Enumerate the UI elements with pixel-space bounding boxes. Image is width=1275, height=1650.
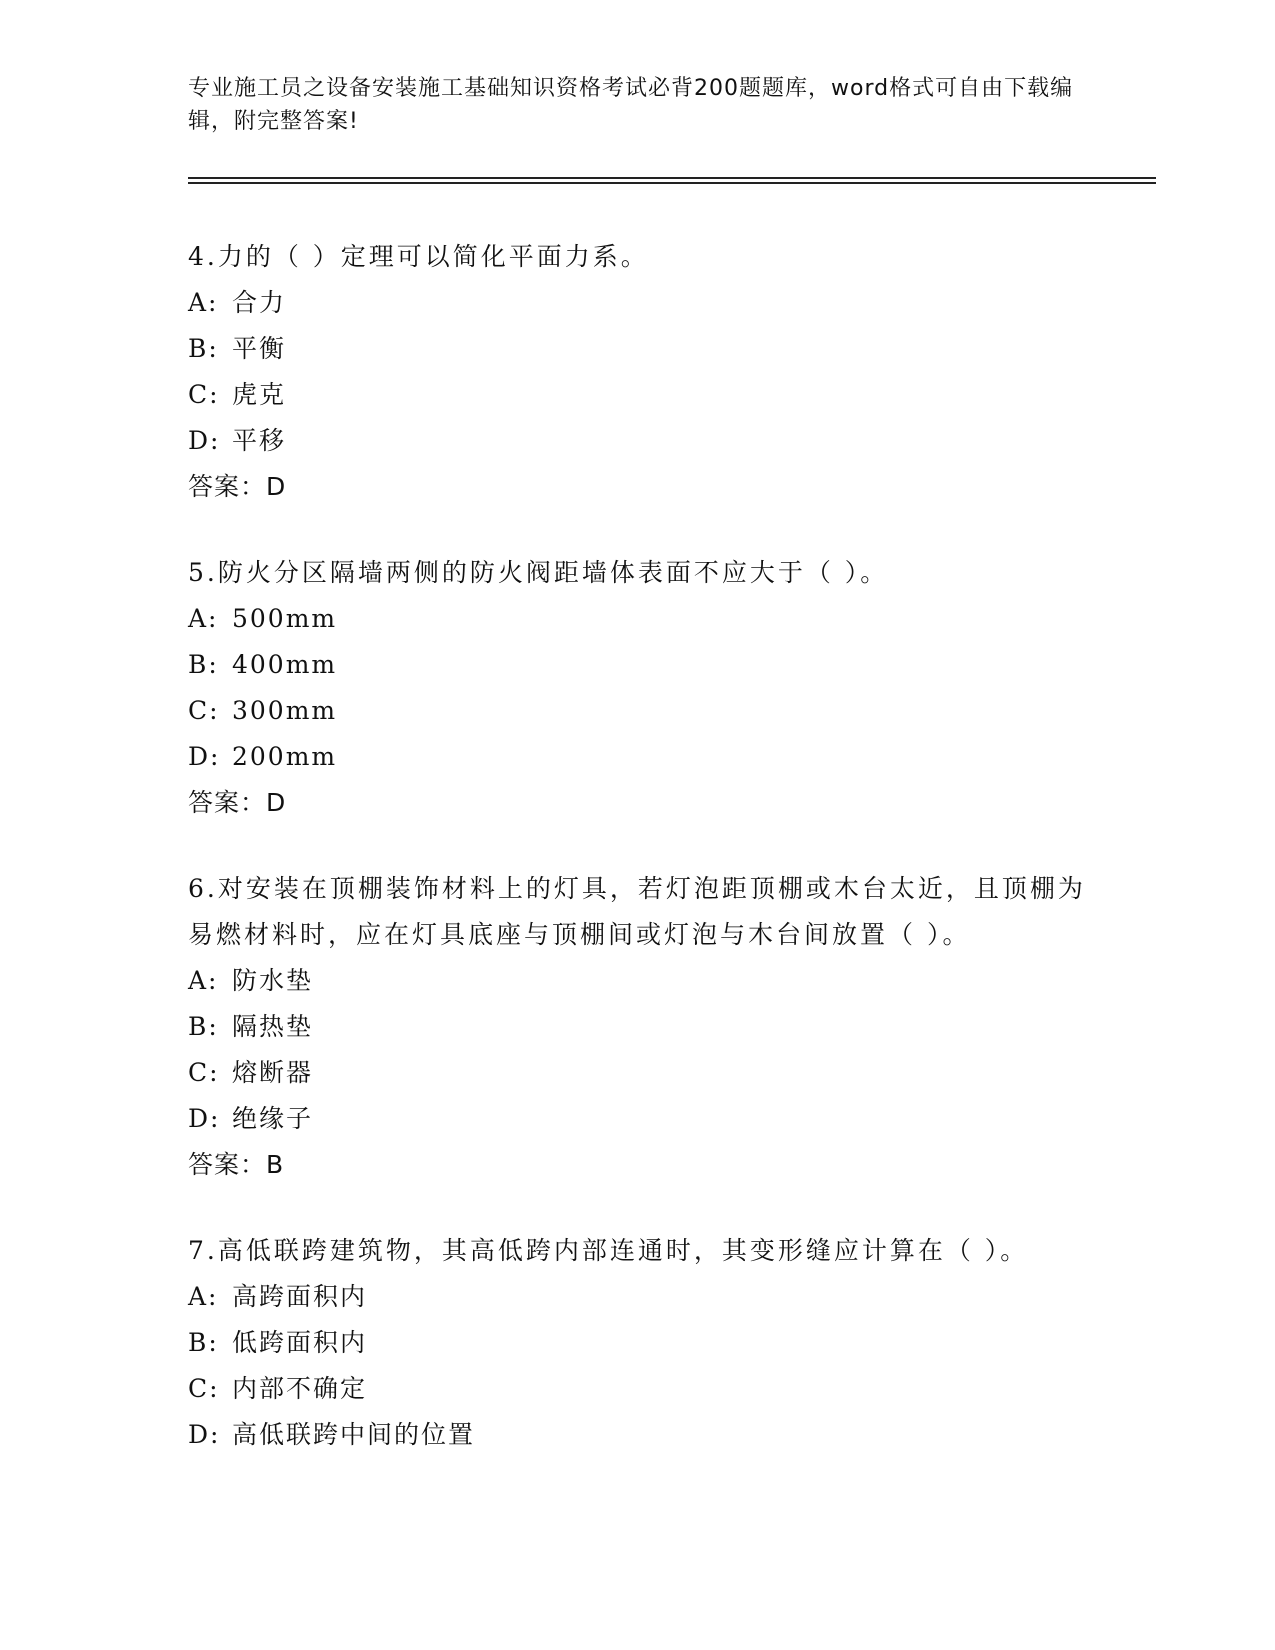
option-text: 高跨面积内 [232, 1282, 368, 1311]
option-key: C: [188, 1058, 220, 1087]
question-item [188, 1228, 1088, 1458]
option-c [188, 688, 1088, 734]
option-text: 防水垫 [232, 966, 314, 995]
header-divider-bottom [188, 182, 1156, 184]
option-text: 400mm [232, 650, 338, 679]
option-a [188, 280, 1088, 326]
option-c [188, 1050, 1088, 1096]
option-b [188, 1004, 1088, 1050]
answer-line: 答案：D [188, 472, 287, 501]
option-d [188, 1412, 1088, 1458]
header-divider-top [188, 177, 1156, 179]
option-key: D: [188, 1104, 221, 1133]
option-text: 熔断器 [232, 1058, 314, 1087]
answer-line: 答案：B [188, 1150, 285, 1179]
option-text: 低跨面积内 [232, 1328, 368, 1357]
option-text: 500mm [232, 604, 338, 633]
option-key: A: [188, 288, 219, 317]
option-d [188, 1096, 1088, 1142]
question-item [188, 550, 1088, 826]
option-text: 绝缘子 [232, 1104, 314, 1133]
option-a [188, 596, 1088, 642]
option-key: C: [188, 1374, 220, 1403]
option-text: 虎克 [232, 380, 287, 409]
option-key: D: [188, 742, 221, 771]
option-b [188, 1320, 1088, 1366]
option-a [188, 1274, 1088, 1320]
option-d [188, 734, 1088, 780]
option-b [188, 326, 1088, 372]
option-key: B: [188, 1328, 219, 1357]
option-key: D: [188, 1420, 221, 1449]
option-a [188, 958, 1088, 1004]
option-d [188, 418, 1088, 464]
option-text: 合力 [232, 288, 287, 317]
option-text: 隔热垫 [232, 1012, 314, 1041]
option-key: A: [188, 1282, 219, 1311]
option-key: A: [188, 966, 219, 995]
question-stem: 5.防火分区隔墙两侧的防火阀距墙体表面不应大于（ ）。 [188, 558, 889, 587]
option-text: 平移 [232, 426, 287, 455]
question-list [188, 234, 1088, 1498]
question-stem: 4.力的（ ）定理可以简化平面力系。 [188, 242, 649, 271]
option-b [188, 642, 1088, 688]
option-text: 内部不确定 [232, 1374, 368, 1403]
question-stem: 7.高低联跨建筑物，其高低跨内部连通时，其变形缝应计算在（ ）。 [188, 1236, 1029, 1265]
option-text: 高低联跨中间的位置 [232, 1420, 476, 1449]
question-item [188, 866, 1088, 1188]
option-key: C: [188, 380, 220, 409]
option-key: A: [188, 604, 219, 633]
option-c [188, 372, 1088, 418]
answer-line: 答案：D [188, 788, 287, 817]
option-key: C: [188, 696, 220, 725]
question-stem: 6.对安装在顶棚装饰材料上的灯具，若灯泡距顶棚或木台太近，且顶棚为易燃材料时，应在灯具底座与顶棚间或灯泡与木台间放置（ ）。 [188, 874, 1086, 949]
document-title: 专业施工员之设备安装施工基础知识资格考试必背200题题库，word格式可自由下载编辑，附完整答案! [188, 76, 1074, 134]
option-text: 300mm [232, 696, 338, 725]
option-text: 平衡 [232, 334, 287, 363]
option-key: B: [188, 650, 219, 679]
question-item [188, 234, 1088, 510]
option-key: D: [188, 426, 221, 455]
option-key: B: [188, 1012, 219, 1041]
option-key: B: [188, 334, 219, 363]
option-c [188, 1366, 1088, 1412]
option-text: 200mm [232, 742, 338, 771]
